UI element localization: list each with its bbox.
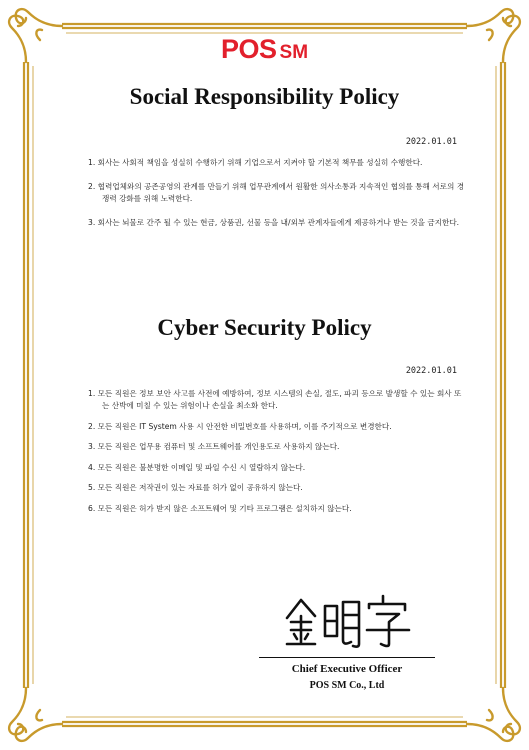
company-name: POS SM Co., Ltd: [309, 680, 385, 691]
list-item: 2. 협력업체와의 공존공영의 관계를 만들기 위해 업무관계에서 원활한 의사소통과 지속적인 협의를 통해 서로의 경쟁력 강화를 위해 노력한다.: [88, 182, 465, 203]
logo-sm-text: SM: [279, 42, 309, 63]
signer-title: Chief Executive Officer: [291, 663, 403, 675]
handwritten-signature: [281, 590, 415, 650]
list-item: 1. 모든 직원은 정보 보안 사고를 사전에 예방하여, 정보 시스템의 손실, 절도, 파괴 등으로 발생할 수 있는 회사 또는 산박에 미칠 수 있는 위험이나 손실을 최소화 한다.: [88, 389, 462, 410]
company-logo: [0, 36, 529, 63]
list-item: 6. 모든 직원은 허가 받지 않은 소프트웨어 및 기타 프로그램은 설치하지 않는다.: [88, 503, 352, 513]
list-item: 1. 회사는 사회적 책임을 성실히 수행하기 위해 기업으로서 지켜야 할 기본적 책무를 성실히 수행한다.: [88, 158, 423, 167]
cyber-policy-list: [88, 388, 468, 523]
social-policy-date: 2022.01.01: [405, 137, 457, 147]
cyber-policy-title: Cyber Security Policy: [157, 315, 372, 340]
corner-ornament-bottom-right: [467, 688, 520, 741]
signature-line: [259, 657, 435, 658]
cyber-policy-date: 2022.01.01: [405, 366, 457, 376]
list-item: 3. 회사는 뇌물로 간주 될 수 있는 현금, 상품권, 선물 등을 내/외부 관계자들에게 제공하거나 받는 것을 금지한다.: [88, 218, 460, 227]
social-policy-list: [88, 157, 468, 241]
list-item: 2. 모든 직원은 IT System 사용 시 안전한 비밀번호를 사용하며, 이를 주기적으로 변경한다.: [88, 421, 392, 431]
list-item: 4. 모든 직원은 불분명한 이메일 및 파일 수신 시 열람하지 않는다.: [88, 462, 306, 472]
social-policy-title: Social Responsibility Policy: [129, 84, 400, 109]
corner-ornament-bottom-left: [9, 688, 62, 741]
logo-pos-text: POS: [220, 34, 277, 64]
list-item: 5. 모든 직원은 저작권이 있는 자료를 허가 없이 공유하지 않는다.: [88, 483, 303, 492]
list-item: 3. 모든 직원은 업무용 컴퓨터 및 소프트웨어를 개인용도로 사용하지 않는다.: [88, 442, 340, 451]
